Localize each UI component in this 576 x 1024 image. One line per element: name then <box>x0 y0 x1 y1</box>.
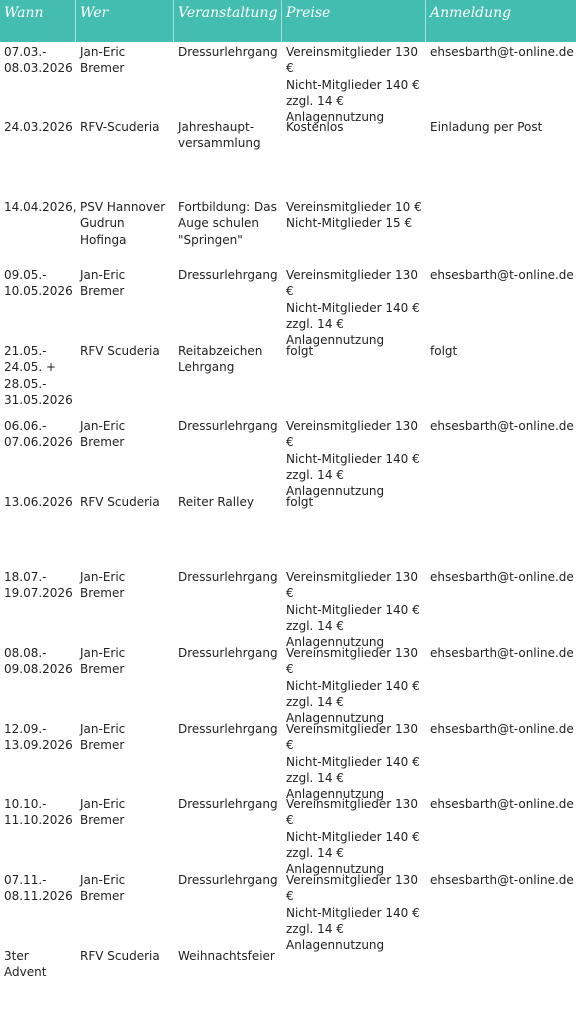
table-row <box>0 492 576 567</box>
cell-wer: Jan-Eric Bremer <box>80 722 126 753</box>
cell-preise <box>282 946 426 1006</box>
cell-wer: Jan-Eric Bremer <box>80 45 126 76</box>
cell-wer: RFV Scuderia <box>80 495 160 509</box>
cell-veranstaltung: Dressurlehrgang <box>178 419 278 433</box>
cell-veranstaltung: Weihnachtsfeier <box>178 949 275 963</box>
cell-wer: Jan-Eric Bremer <box>80 268 126 299</box>
cell-wann: 18.07.- 19.07.2026 <box>4 570 73 601</box>
cell-preise: folgt <box>286 495 314 509</box>
cell-wann: 10.10.- 11.10.2026 <box>4 797 73 828</box>
cell-wer: Jan-Eric Bremer <box>80 646 126 677</box>
cell-wann: 3ter Advent <box>4 949 47 980</box>
cell-preise: Vereinsmitglieder 130 € Nicht-Mitglieder 140 € zzgl. 14 € Anlagennutzung <box>286 722 420 802</box>
cell-preise: Vereinsmitglieder 130 € Nicht-Mitglieder 140 € zzgl. 14 € Anlagennutzung <box>286 873 420 953</box>
column-header-preise: Preise <box>282 0 426 42</box>
table-row <box>0 870 576 953</box>
cell-preise: Vereinsmitglieder 130 € Nicht-Mitglieder 140 € zzgl. 14 € Anlagennutzung <box>286 570 420 650</box>
table-header <box>0 0 576 42</box>
cell-anmeldung: folgt <box>430 344 458 358</box>
cell-veranstaltung: Reiter Ralley <box>178 495 254 509</box>
table-row <box>0 719 576 802</box>
cell-veranstaltung: Dressurlehrgang <box>178 722 278 736</box>
cell-wann: 21.05.- 24.05. + 28.05.- 31.05.2026 <box>4 344 73 407</box>
cell-wer: Jan-Eric Bremer <box>80 419 126 450</box>
cell-anmeldung: ehsesbarth@t-online.de <box>430 570 574 584</box>
table-row <box>0 341 576 416</box>
table-row <box>0 117 576 197</box>
table-row <box>0 567 576 650</box>
cell-wann: 09.05.- 10.05.2026 <box>4 268 73 299</box>
cell-preise: Vereinsmitglieder 10 € Nicht-Mitglieder 15 € <box>286 200 422 231</box>
cell-preise: Vereinsmitglieder 130 € Nicht-Mitglieder 140 € zzgl. 14 € Anlagennutzung <box>286 45 420 125</box>
cell-wer: PSV Hannover Gudrun Hofinga <box>80 200 166 247</box>
cell-veranstaltung: Dressurlehrgang <box>178 797 278 811</box>
table-row <box>0 643 576 726</box>
cell-wer: RFV Scuderia <box>80 949 160 963</box>
cell-wann: 06.06.- 07.06.2026 <box>4 419 73 450</box>
cell-wann: 12.09.- 13.09.2026 <box>4 722 73 753</box>
cell-preise: folgt <box>286 344 314 358</box>
cell-veranstaltung: Jahreshaupt- versammlung <box>178 120 261 151</box>
table-row <box>0 416 576 499</box>
table-row <box>0 197 576 265</box>
cell-veranstaltung: Dressurlehrgang <box>178 45 278 59</box>
cell-wer: RFV Scuderia <box>80 344 160 358</box>
column-header-veranstaltung: Veranstaltung <box>174 0 282 42</box>
cell-preise: Kostenlos <box>286 120 344 134</box>
cell-anmeldung: ehsesbarth@t-online.de <box>430 797 574 811</box>
column-header-anmeldung: Anmeldung <box>430 5 512 21</box>
cell-veranstaltung: Dressurlehrgang <box>178 646 278 660</box>
cell-anmeldung: ehsesbarth@t-online.de <box>430 873 574 887</box>
table-body <box>0 42 576 1006</box>
cell-preise: Vereinsmitglieder 130 € Nicht-Mitglieder 140 € zzgl. 14 € Anlagennutzung <box>286 797 420 877</box>
cell-wer: Jan-Eric Bremer <box>80 797 126 828</box>
cell-veranstaltung: Fortbildung: Das Auge schulen "Springen" <box>178 200 277 247</box>
cell-preise: Vereinsmitglieder 130 € Nicht-Mitglieder 140 € zzgl. 14 € Anlagennutzung <box>286 646 420 726</box>
cell-preise: Vereinsmitglieder 130 € Nicht-Mitglieder 140 € zzgl. 14 € Anlagennutzung <box>286 268 420 348</box>
cell-veranstaltung: Dressurlehrgang <box>178 873 278 887</box>
cell-anmeldung: ehsesbarth@t-online.de <box>430 722 574 736</box>
cell-wann: 08.08.- 09.08.2026 <box>4 646 73 677</box>
cell-veranstaltung: Dressurlehrgang <box>178 268 278 282</box>
cell-anmeldung: ehsesbarth@t-online.de <box>430 268 574 282</box>
cell-wer: RFV-Scuderia <box>80 120 160 134</box>
column-header-wer: Wer <box>76 0 174 42</box>
cell-wer: Jan-Eric Bremer <box>80 570 126 601</box>
cell-wer: Jan-Eric Bremer <box>80 873 126 904</box>
cell-anmeldung <box>426 946 576 1006</box>
cell-wann: 07.11.- 08.11.2026 <box>4 873 73 904</box>
cell-anmeldung: ehsesbarth@t-online.de <box>430 646 574 660</box>
column-header-wann: Wann <box>0 0 76 42</box>
table-row <box>0 946 576 1006</box>
cell-wann: 24.03.2026 <box>4 120 73 134</box>
cell-veranstaltung: Reitabzeichen Lehrgang <box>178 344 263 375</box>
table-row <box>0 42 576 125</box>
cell-wann: 13.06.2026 <box>4 495 73 509</box>
cell-anmeldung <box>426 197 576 265</box>
cell-anmeldung: ehsesbarth@t-online.de <box>430 45 574 59</box>
cell-wann: 07.03.- 08.03.2026 <box>4 45 73 76</box>
cell-preise: Vereinsmitglieder 130 € Nicht-Mitglieder 140 € zzgl. 14 € Anlagennutzung <box>286 419 420 499</box>
table-row <box>0 265 576 348</box>
cell-wann: 14.04.2026, <box>4 200 77 214</box>
cell-anmeldung: Einladung per Post <box>430 120 543 134</box>
table-row <box>0 794 576 877</box>
cell-anmeldung: ehsesbarth@t-online.de <box>430 419 574 433</box>
cell-anmeldung <box>426 492 576 567</box>
cell-veranstaltung: Dressurlehrgang <box>178 570 278 584</box>
